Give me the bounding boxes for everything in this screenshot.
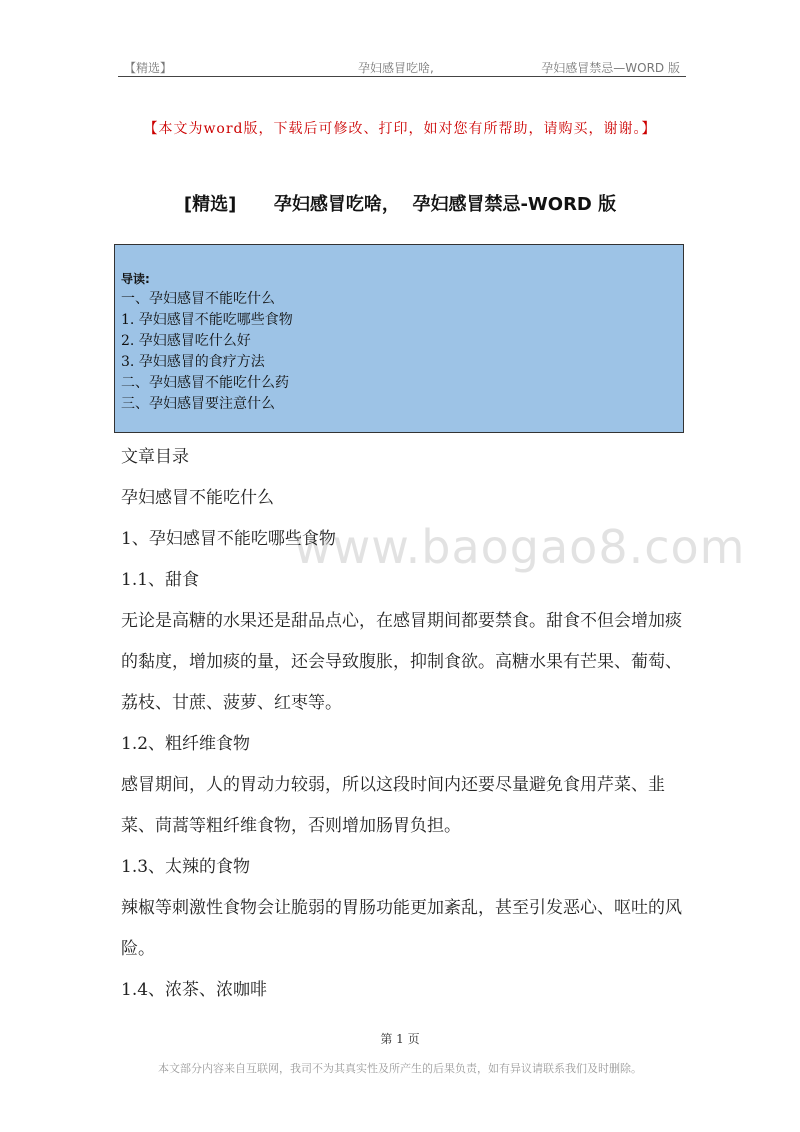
guide-item[interactable]: 1. 孕妇感冒不能吃哪些食物 — [121, 312, 293, 328]
item-heading: 1.2、粗纤维食物 — [121, 734, 251, 754]
item-heading: 1.3、太辣的食物 — [121, 857, 251, 877]
guide-item[interactable]: 2. 孕妇感冒吃什么好 — [121, 333, 251, 349]
subsection-heading: 1、孕妇感冒不能吃哪些食物 — [121, 529, 336, 549]
header-middle: 孕妇感冒吃啥, — [358, 61, 434, 75]
header-right: 孕妇感冒禁忌—WORD 版 — [541, 61, 680, 75]
toc-heading: 文章目录 — [121, 447, 189, 467]
guide-label: 导读: — [121, 272, 150, 286]
document-title: [精选] 孕妇感冒吃啥， 孕妇感冒禁忌-WORD 版 — [183, 194, 617, 215]
guide-item[interactable]: 3. 孕妇感冒的食疗方法 — [121, 354, 265, 370]
watermark: www.baogao8.com — [294, 520, 746, 574]
document-body — [121, 437, 691, 1011]
section-heading: 孕妇感冒不能吃什么 — [121, 488, 274, 508]
guide-item[interactable]: 二、孕妇感冒不能吃什么药 — [121, 375, 289, 391]
footer-disclaimer: 本文部分内容来自互联网，我司不为其真实性及所产生的后果负责，如有异议请联系我们及时删除。 — [158, 1062, 642, 1075]
reading-guide-box — [114, 244, 684, 433]
paragraph: 感冒期间，人的胃动力较弱，所以这段时间内还要尽量避免食用芹菜、韭菜、茼蒿等粗纤维食物，否则增加肠胃负担。 — [121, 775, 665, 836]
guide-item[interactable]: 一、孕妇感冒不能吃什么 — [121, 291, 275, 307]
purchase-notice: 【本文为word版，下载后可修改、打印，如对您有所帮助，请购买，谢谢。】 — [143, 121, 657, 137]
page-number: 第 1 页 — [380, 1032, 420, 1046]
item-heading: 1.1、甜食 — [121, 570, 200, 590]
item-heading: 1.4、浓茶、浓咖啡 — [121, 980, 268, 1000]
guide-item[interactable]: 三、孕妇感冒要注意什么 — [121, 396, 275, 412]
paragraph: 无论是高糖的水果还是甜品点心，在感冒期间都要禁食。甜食不但会增加痰的黏度，增加痰的量，还会导致腹胀，抑制食欲。高糖水果有芒果、葡萄、荔枝、甘蔗、菠萝、红枣等。 — [121, 611, 682, 713]
page-header — [118, 56, 686, 77]
paragraph: 辣椒等刺激性食物会让脆弱的胃肠功能更加紊乱，甚至引发恶心、呕吐的风险。 — [121, 898, 682, 959]
header-left: 【精选】 — [124, 61, 173, 75]
